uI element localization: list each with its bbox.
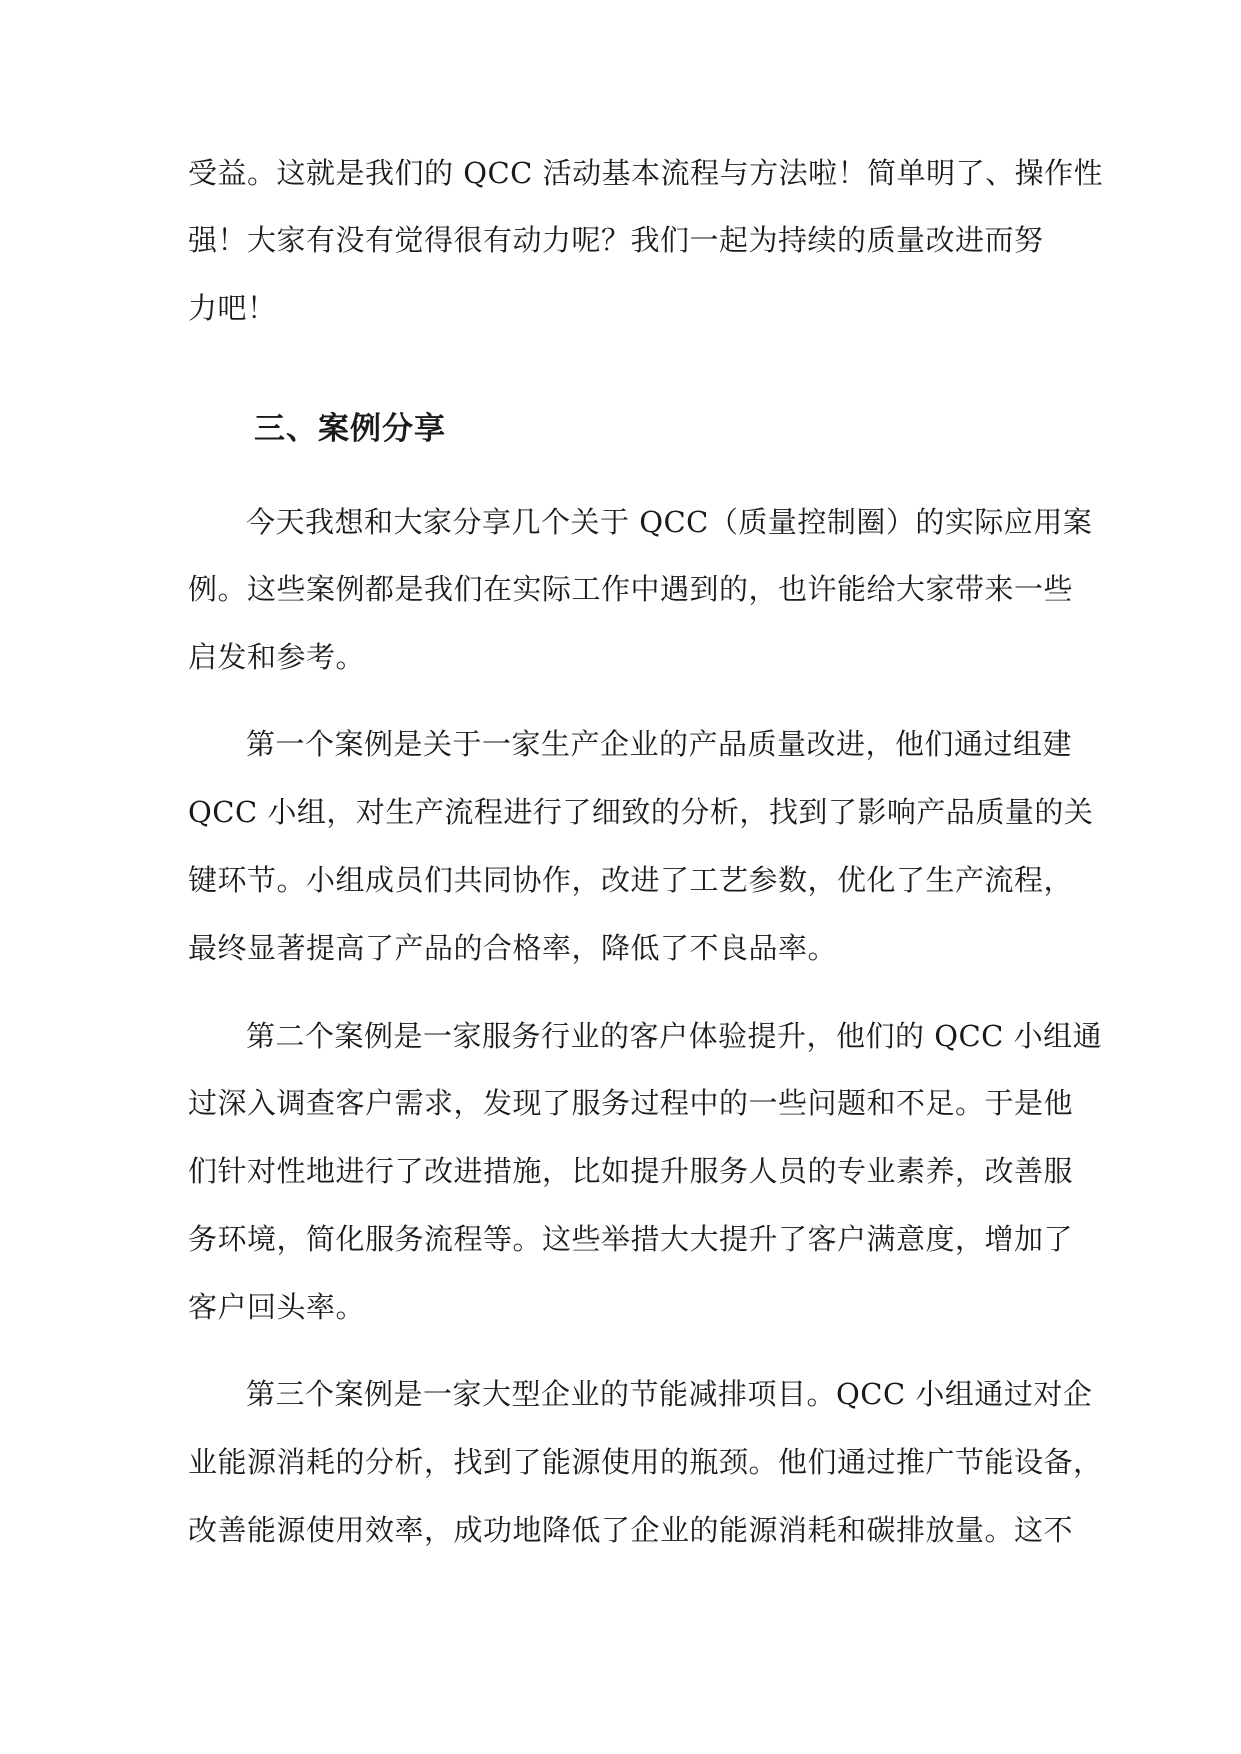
paragraph-1-line-3: 启发和参考。 <box>188 640 366 674</box>
paragraph-2-line-3: 键环节。小组成员们共同协作，改进了工艺参数，优化了生产流程， <box>188 863 1074 897</box>
paragraph-3-line-3: 们针对性地进行了改进措施，比如提升服务人员的专业素养，改善服 <box>188 1154 1074 1188</box>
paragraph-2-line-1: 第一个案例是关于一家生产企业的产品质量改进，他们通过组建 <box>246 727 1073 761</box>
paragraph-3-line-4: 务环境，简化服务流程等。这些举措大大提升了客户满意度，增加了 <box>188 1222 1074 1256</box>
paragraph-1-line-1: 今天我想和大家分享几个关于 QCC（质量控制圈）的实际应用案 <box>246 505 1093 539</box>
paragraph-3-line-5: 客户回头率。 <box>188 1290 366 1324</box>
section-heading: 三、案例分享 <box>254 411 446 447</box>
paragraph-2-line-2: QCC 小组，对生产流程进行了细致的分析，找到了影响产品质量的关 <box>188 795 1094 829</box>
paragraph-3-line-1: 第二个案例是一家服务行业的客户体验提升，他们的 QCC 小组通 <box>246 1019 1103 1053</box>
paragraph-1-line-2: 例。这些案例都是我们在实际工作中遇到的，也许能给大家带来一些 <box>188 572 1074 606</box>
intro-line-2: 强！大家有没有觉得很有动力呢？我们一起为持续的质量改进而努 <box>188 223 1044 257</box>
paragraph-3-line-2: 过深入调查客户需求，发现了服务过程中的一些问题和不足。于是他 <box>188 1086 1074 1120</box>
paragraph-4-line-2: 业能源消耗的分析，找到了能源使用的瓶颈。他们通过推广节能设备， <box>188 1445 1103 1479</box>
intro-line-3: 力吧！ <box>188 291 277 325</box>
paragraph-4-line-3: 改善能源使用效率，成功地降低了企业的能源消耗和碳排放量。这不 <box>188 1513 1074 1547</box>
paragraph-4-line-1: 第三个案例是一家大型企业的节能减排项目。QCC 小组通过对企 <box>246 1377 1093 1411</box>
paragraph-2-line-4: 最终显著提高了产品的合格率，降低了不良品率。 <box>188 931 838 965</box>
intro-line-1: 受益。这就是我们的 QCC 活动基本流程与方法啦！简单明了、操作性 <box>188 156 1104 190</box>
